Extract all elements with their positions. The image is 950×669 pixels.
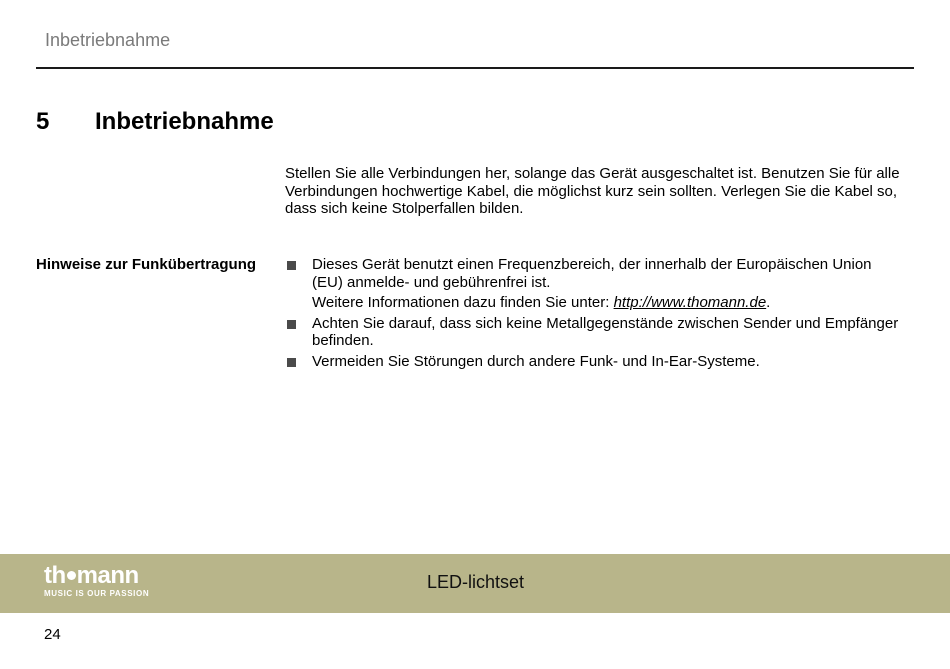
logo-right: mann: [76, 562, 139, 589]
list-item-text: Achten Sie darauf, dass sich keine Metallgegenstände zwischen Sender und Empfänger befinden.: [312, 314, 899, 349]
thomann-link[interactable]: http://www.thomann.de: [613, 294, 767, 311]
list-item-text: Dieses Gerät benutzt einen Frequenzbereich, der innerhalb der Europäischen Union (EU) anmelde- und gebührenfrei ist.: [312, 256, 872, 291]
intro-paragraph: Stellen Sie alle Verbindungen her, solange das Gerät ausgeschaltet ist. Benutzen Sie für alle Verbindungen hochwertige Kabel, die möglichst kurz sein sollten. Verlegen Sie die Kabel so, dass sich keine Stolperfallen bilden.: [285, 165, 900, 217]
footer-band: [0, 554, 950, 613]
more-info-prefix: Weitere Informationen dazu finden Sie unter:: [312, 294, 614, 311]
chapter-number: 5: [36, 108, 50, 135]
chapter-heading: [36, 108, 274, 136]
radio-notes-list: [285, 256, 905, 373]
logo-dot-icon: [67, 571, 76, 580]
radio-notes-heading: Hinweise zur Funkübertragung: [36, 256, 257, 273]
list-item-text: Vermeiden Sie Störungen durch andere Funk- und In-Ear-Systeme.: [312, 352, 760, 370]
logo-tagline: MUSIC IS OUR PASSION: [44, 589, 150, 598]
more-info-line: [312, 294, 905, 312]
more-info-suffix: .: [766, 294, 771, 311]
running-header: Inbetriebnahme: [45, 30, 171, 50]
square-bullet-icon: [287, 261, 296, 270]
chapter-title: Inbetriebnahme: [95, 108, 274, 135]
header-rule: [36, 67, 914, 69]
square-bullet-icon: [287, 358, 296, 367]
logo-left: th: [44, 562, 66, 589]
page-number: 24: [44, 626, 61, 643]
square-bullet-icon: [287, 320, 296, 329]
list-item: [285, 256, 905, 312]
list-item: [285, 353, 905, 371]
logo-wordmark: [44, 564, 149, 588]
thomann-logo: [44, 564, 149, 599]
list-item: [285, 315, 905, 350]
product-name: LED-lichtset: [427, 572, 525, 592]
